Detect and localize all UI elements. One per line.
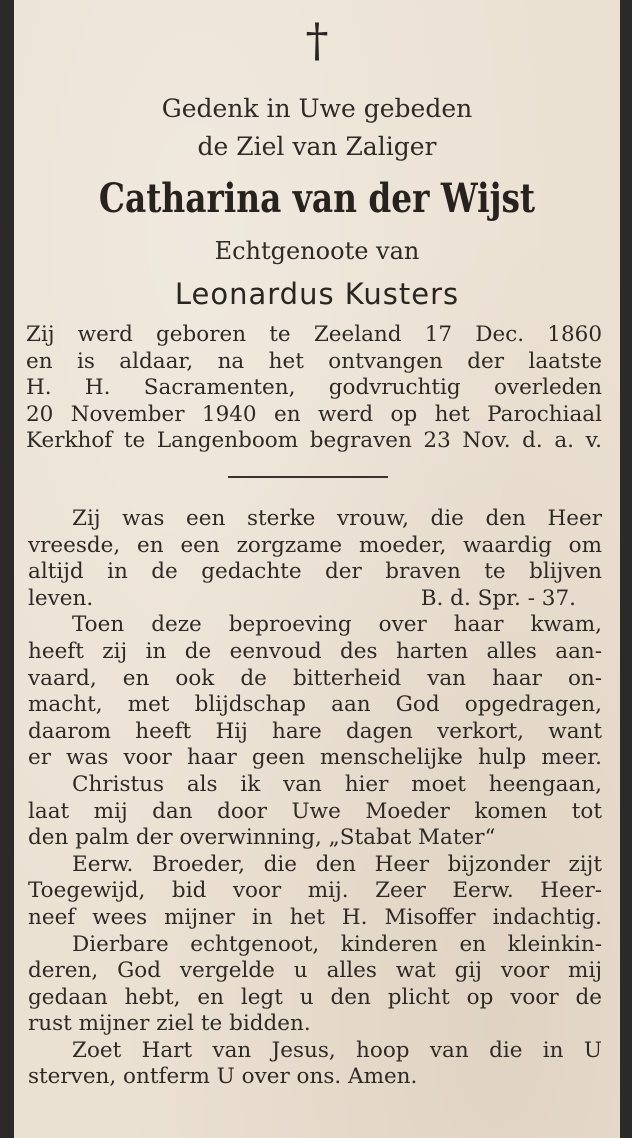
text-line: Christus als ik van hier moet heengaan, (72, 771, 602, 797)
memorial-card (14, 0, 620, 1138)
cross-icon: † (305, 13, 329, 67)
text-line: er was voor haar geen menschelijke hulp meer. (28, 745, 602, 771)
bio-line: 20 November 1940 en werd op het Parochiaal (26, 401, 602, 427)
text-line: sterven, ontferm U over ons. Amen. (28, 1064, 418, 1090)
memorial-text (28, 506, 602, 1091)
text-line-end: leven. (28, 585, 94, 611)
text-line: Eerw. Broeder, die den Heer bijzonder zijt (72, 851, 602, 877)
text-line: deren, God vergelde u alles wat gij voor mij (28, 958, 602, 984)
text-line: Zij was een sterke vrouw, die den Heer (72, 506, 602, 531)
bio-line: en is aldaar, na het ontvangen der laatste (26, 348, 602, 374)
biography (26, 322, 602, 455)
text-line: Toen deze beproeving over haar kwam, (72, 612, 602, 638)
text-line: rust mijner ziel te bidden. (28, 1011, 311, 1037)
text-line: laat mij dan door Uwe Moeder komen tot (28, 798, 602, 824)
scripture-reference: B. d. Spr. - 37. (420, 585, 576, 611)
text-line: macht, met blijdschap aan God opgedragen, (28, 692, 602, 718)
verse-line (28, 586, 602, 613)
text-line: daarom heeft Hij hare dagen verkort, want (28, 718, 602, 744)
relation-line: Echtgenoote van (214, 237, 420, 265)
text-line: Toegewijd, bid voor mij. Zeer Eerw. Heer- (28, 878, 602, 904)
text-line: gedaan hebt, en legt u den plicht op voor de (28, 984, 602, 1010)
divider (228, 476, 388, 478)
spouse-name: Leonardus Kusters (174, 277, 460, 311)
text-line: den palm der overwinning, „Stabat Mater“ (28, 825, 496, 851)
header-line-2: de Ziel van Zaliger (197, 132, 437, 161)
text-line: neef wees mijner in het H. Misoffer indachtig. (28, 904, 602, 930)
text-line: vreesde, en een zorgzame moeder, waardig om (28, 532, 602, 558)
bio-line: Zij werd geboren te Zeeland 17 Dec. 1860 (26, 322, 602, 347)
text-line: vaard, en ook de bitterheid van haar on- (28, 665, 602, 691)
bio-line: H. H. Sacramenten, godvruchtig overleden (26, 375, 602, 400)
text-line: Dierbare echtgenoot, kinderen en kleinkin- (72, 931, 602, 957)
text-line: Zoet Hart van Jesus, hoop van die in U (72, 1037, 602, 1063)
bio-line: Kerkhof te Langenboom begraven 23 Nov. d. a. v. (26, 428, 602, 453)
header-line-1: Gedenk in Uwe gebeden (161, 94, 473, 123)
text-line: altijd in de gedachte der braven te blijven (28, 559, 602, 585)
text-line: heeft zij in de eenvoud des harten alles aan- (28, 638, 602, 664)
deceased-name: Catharina van der Wijst (98, 175, 536, 222)
